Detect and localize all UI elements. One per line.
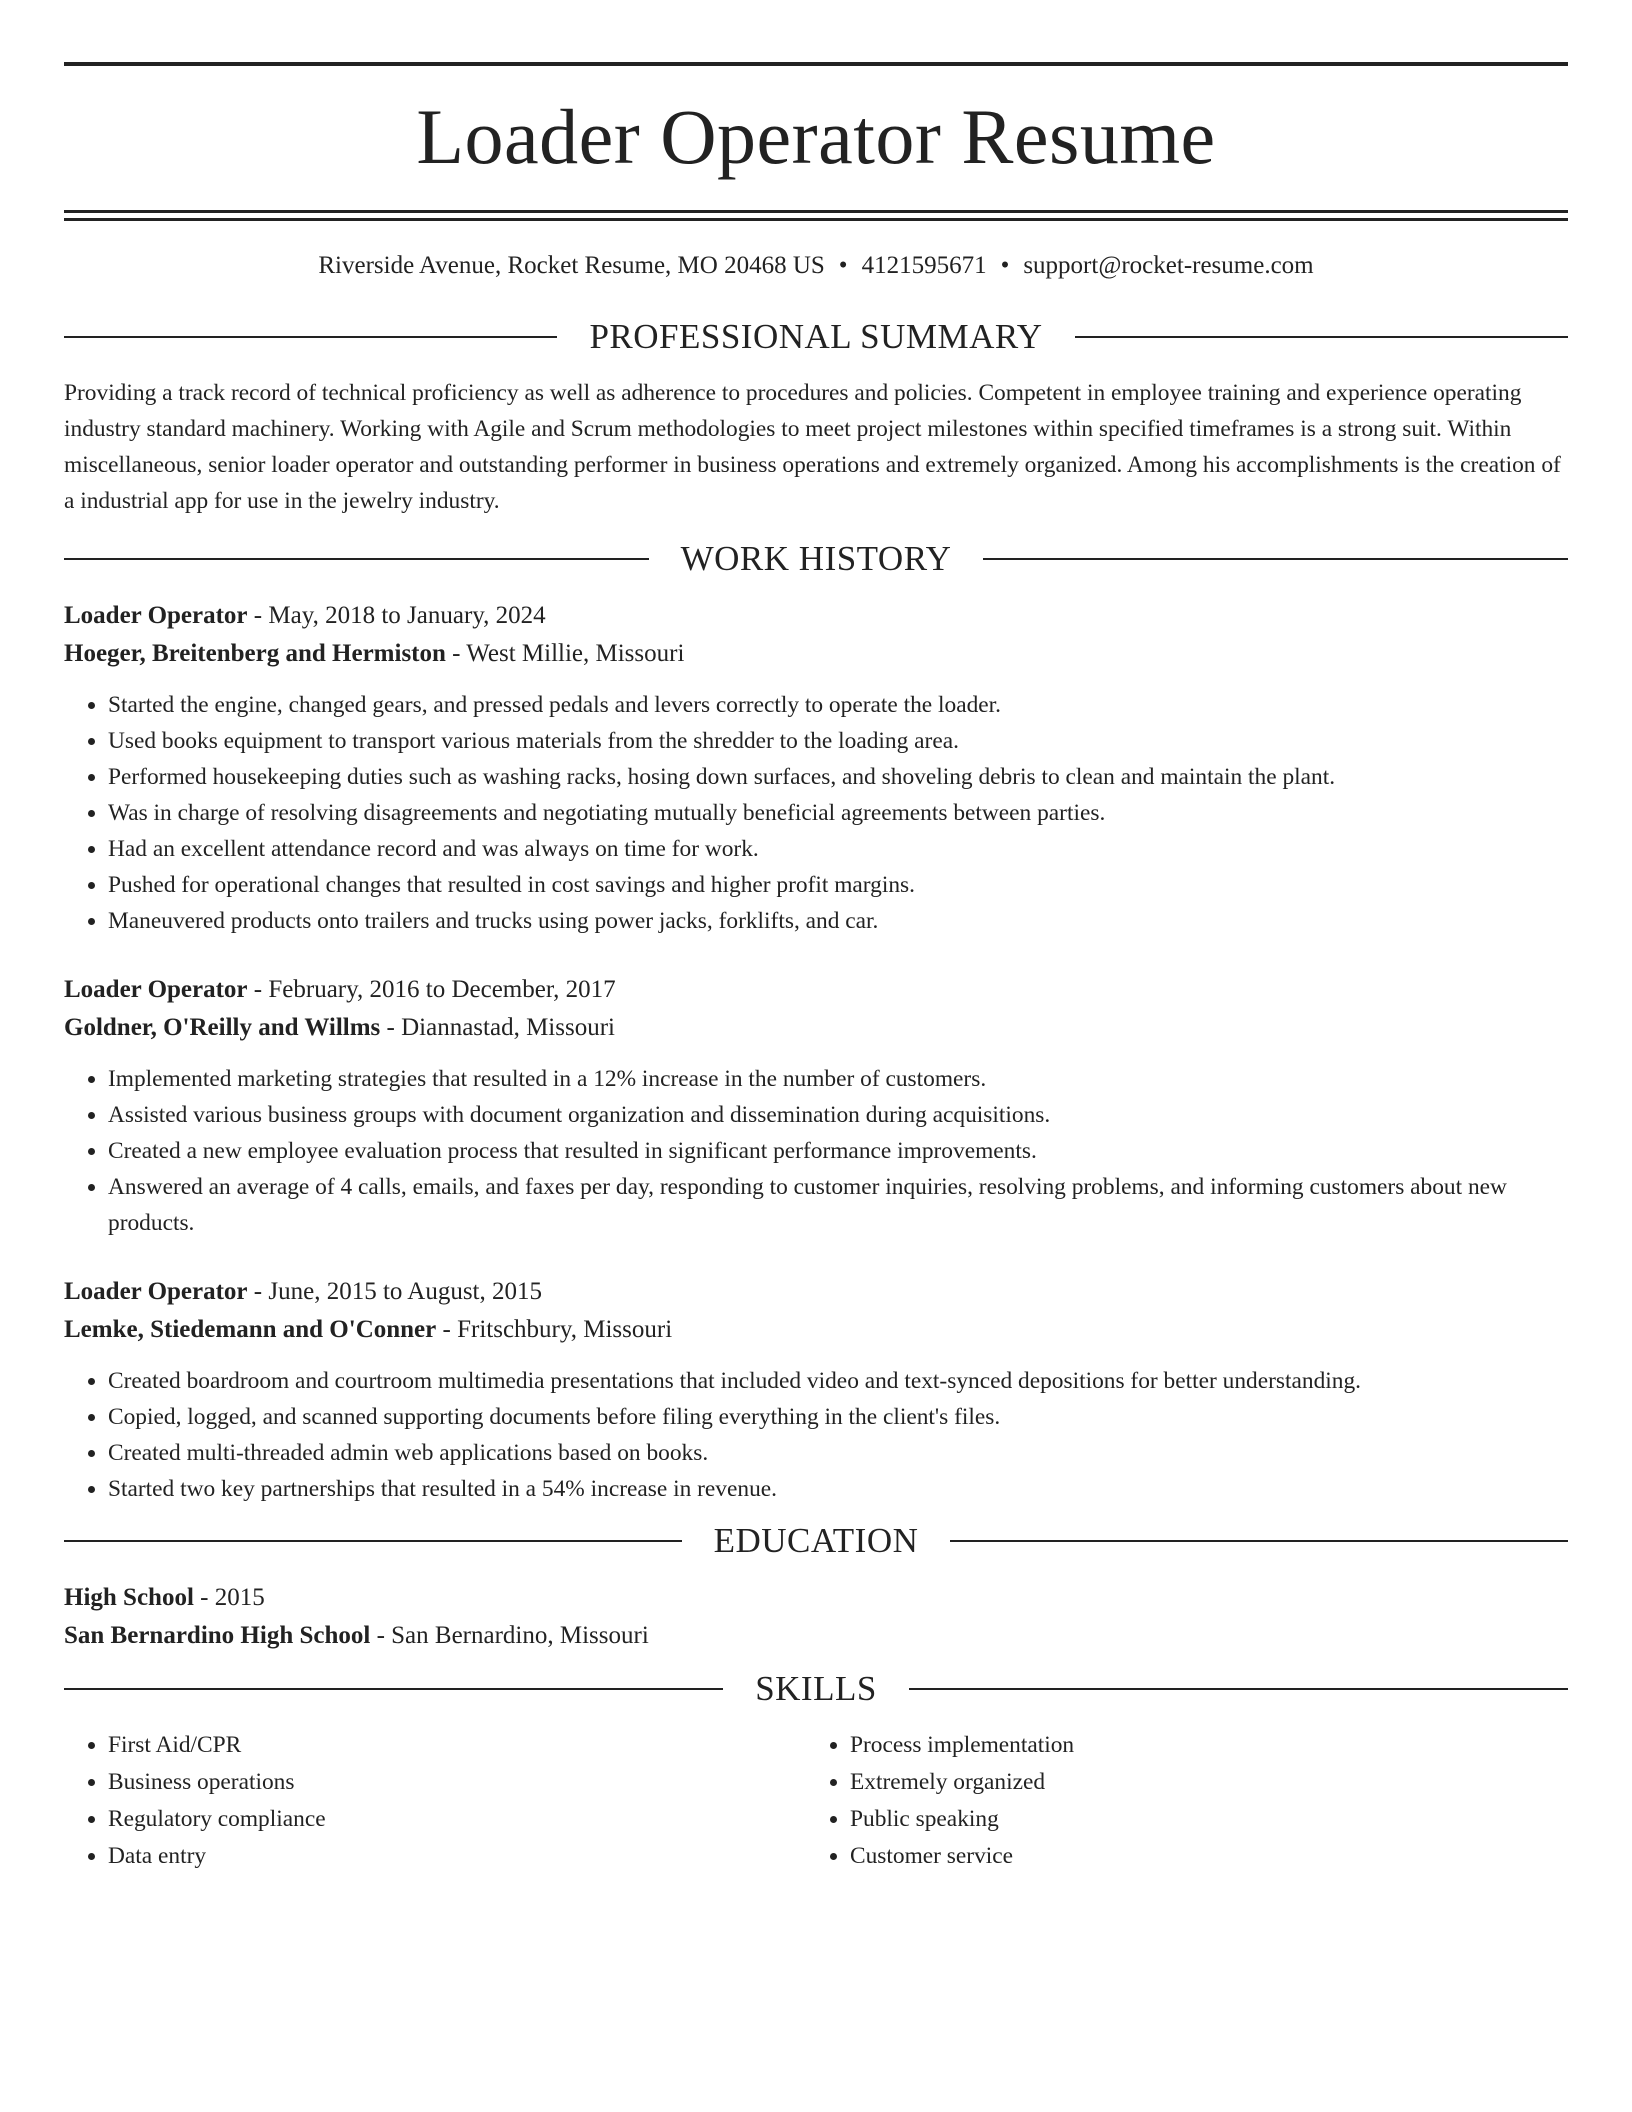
list-item: • Started two key partnerships that resulted in a 54% increase in revenue. <box>108 1471 1568 1507</box>
section-header-summary <box>64 317 1568 357</box>
list-item: • Business operations <box>108 1764 806 1801</box>
section-rule <box>64 558 649 560</box>
education-degree: High School <box>64 1584 194 1611</box>
section-rule <box>1075 336 1568 338</box>
job-entry <box>64 597 1568 939</box>
education-degree-line <box>64 1579 1568 1617</box>
contact-email: support@rocket-resume.com <box>1023 252 1314 279</box>
section-header-education <box>64 1521 1568 1561</box>
list-item: • Public speaking <box>850 1801 1548 1838</box>
contact-separator: • <box>838 252 848 279</box>
header-top-rule <box>64 62 1568 66</box>
list-item: • Created a new employee evaluation process that resulted in significant performance improvements. <box>108 1133 1568 1169</box>
job-company: Hoeger, Breitenberg and Hermiston <box>64 640 446 667</box>
job-dates: - February, 2016 to December, 2017 <box>247 976 616 1003</box>
section-title: WORK HISTORY <box>680 539 952 578</box>
job-dates: - June, 2015 to August, 2015 <box>247 1278 542 1305</box>
list-item: • Maneuvered products onto trailers and trucks using power jacks, forklifts, and car. <box>108 903 1568 939</box>
job-location: - Fritschbury, Missouri <box>436 1316 673 1343</box>
job-company-line <box>64 1311 1568 1349</box>
job-company: Lemke, Stiedemann and O'Conner <box>64 1316 437 1343</box>
contact-separator: • <box>1000 252 1010 279</box>
list-item: • Assisted various business groups with document organization and dissemination during acquisitions. <box>108 1097 1568 1133</box>
section-rule <box>983 558 1568 560</box>
header-double-rule <box>64 210 1568 213</box>
job-title-line <box>64 597 1568 635</box>
section-rule <box>64 1688 723 1690</box>
skills-column-left <box>64 1727 806 1875</box>
job-location: - West Millie, Missouri <box>445 640 685 667</box>
job-bullets <box>64 1363 1568 1507</box>
list-item: • Used books equipment to transport various materials from the shredder to the loading area. <box>108 723 1568 759</box>
job-title-line <box>64 971 1568 1009</box>
list-item: • Extremely organized <box>850 1764 1548 1801</box>
summary-paragraph: Providing a track record of technical proficiency as well as adherence to procedures and policies. Competent in employee training and experience operating industry standard machinery. Working with Agile and Scrum methodologies to meet project milestones within specified timeframes is a strong suit. Within miscellaneous, senior loader operator and outstanding performer in business operations and extremely organized. Among his accomplishments is the creation of a industrial app for use in the jewelry industry. <box>64 380 1561 514</box>
list-item: • Created multi-threaded admin web applications based on books. <box>108 1435 1568 1471</box>
list-item: • Started the engine, changed gears, and pressed pedals and levers correctly to operate the loader. <box>108 687 1568 723</box>
contact-phone: 4121595671 <box>861 252 987 279</box>
section-rule <box>64 336 557 338</box>
job-title: Loader Operator <box>64 1278 248 1305</box>
job-entry <box>64 1273 1568 1507</box>
job-location: - Diannastad, Missouri <box>380 1014 615 1041</box>
job-company: Goldner, O'Reilly and Willms <box>64 1014 381 1041</box>
education-year: - 2015 <box>193 1584 265 1611</box>
list-item: • Performed housekeeping duties such as washing racks, hosing down surfaces, and shoveling debris to clean and maintain the plant. <box>108 759 1568 795</box>
list-item: • Created boardroom and courtroom multimedia presentations that included video and text-synced depositions for better understanding. <box>108 1363 1568 1399</box>
job-bullets <box>64 687 1568 939</box>
job-title: Loader Operator <box>64 976 248 1003</box>
section-rule <box>909 1688 1568 1690</box>
list-item: • Process implementation <box>850 1727 1548 1764</box>
section-rule <box>64 1540 682 1542</box>
job-entry <box>64 971 1568 1241</box>
skills-list <box>64 1727 1568 1875</box>
contact-line <box>64 249 1568 283</box>
section-title: SKILLS <box>755 1669 877 1708</box>
list-item: • Was in charge of resolving disagreements and negotiating mutually beneficial agreements between parties. <box>108 795 1568 831</box>
education-entry <box>64 1579 1568 1655</box>
job-company-line <box>64 1009 1568 1047</box>
section-header-work <box>64 539 1568 579</box>
list-item: • Answered an average of 4 calls, emails, and faxes per day, responding to customer inquiries, resolving problems, and informing customers about new products. <box>108 1169 1568 1241</box>
list-item: • Implemented marketing strategies that resulted in a 12% increase in the number of customers. <box>108 1061 1568 1097</box>
list-item: • Data entry <box>108 1838 806 1875</box>
job-company-line <box>64 635 1568 673</box>
education-school: San Bernardino High School <box>64 1622 371 1649</box>
section-title: EDUCATION <box>713 1521 919 1560</box>
list-item: • Copied, logged, and scanned supporting documents before filing everything in the client's files. <box>108 1399 1568 1435</box>
section-title: PROFESSIONAL SUMMARY <box>589 317 1043 356</box>
education-school-line <box>64 1617 1568 1655</box>
job-title-line <box>64 1273 1568 1311</box>
education-location: - San Bernardino, Missouri <box>370 1622 649 1649</box>
skills-column-right <box>806 1727 1548 1875</box>
contact-address: Riverside Avenue, Rocket Resume, MO 20468 US <box>318 252 825 279</box>
section-rule <box>950 1540 1568 1542</box>
list-item: • Regulatory compliance <box>108 1801 806 1838</box>
page-title: Loader Operator Resume <box>416 93 1216 180</box>
list-item: • Had an excellent attendance record and was always on time for work. <box>108 831 1568 867</box>
list-item: • Pushed for operational changes that resulted in cost savings and higher profit margins. <box>108 867 1568 903</box>
section-header-skills <box>64 1669 1568 1709</box>
list-item: • First Aid/CPR <box>108 1727 806 1764</box>
job-dates: - May, 2018 to January, 2024 <box>247 602 546 629</box>
job-bullets <box>64 1061 1568 1241</box>
list-item: • Customer service <box>850 1838 1548 1875</box>
job-title: Loader Operator <box>64 602 248 629</box>
